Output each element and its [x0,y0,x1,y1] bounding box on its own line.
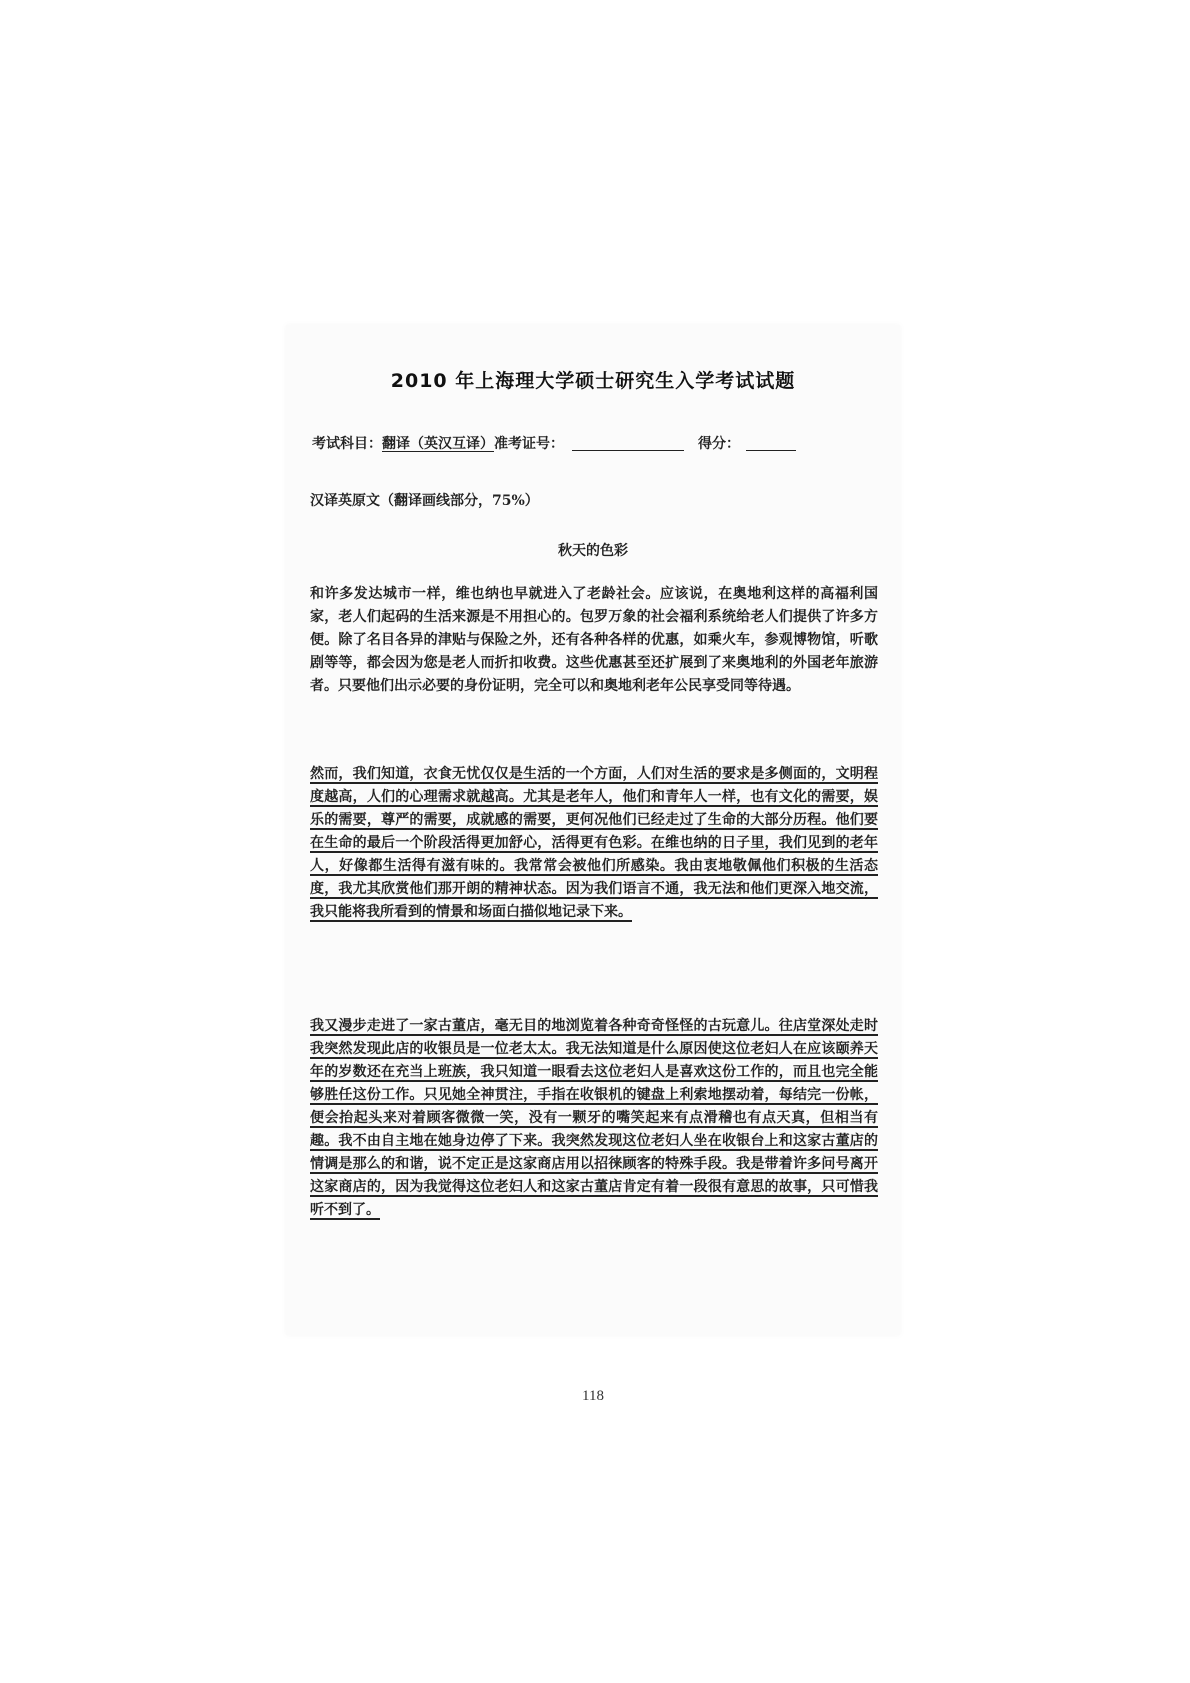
score-label: 得分： [698,436,740,452]
page-number: 118 [582,1388,604,1404]
subject-label: 考试科目： [312,436,382,452]
exam-id-label: 准考证号： [494,436,564,452]
page-title: 2010 年上海理大学硕士研究生入学考试试题 [390,370,796,392]
paragraph-3-underlined: 我又漫步走进了一家古董店，毫无目的地浏览着各种奇奇怪怪的古玩意儿。往店堂深处走时我突然发现此店的收银员是一位老太太。我无法知道是什么原因使这位老妇人在应该颐养天年的岁数还在充当上班族，我只知道一眼看去这位老妇人是喜欢这份工作的，而且也完全能够胜任这份工作。只见她全神贯注，手指在收银机的键盘上利索地摆动着，每结完一份帐，便会抬起头来对着顾客微微一笑，没有一颗牙的嘴笑起来有点滑稽也有点天真，但相当有趣。我不由自主地在她身边停了下来。我突然发现这位老妇人坐在收银台上和这家古董店的情调是那么的和谐，说不定正是这家商店用以招徕顾客的特殊手段。我是带着许多问号离开这家商店的，因为我觉得这位老妇人和这家古董店肯定有着一段很有意思的故事，只可惜我听不到了。 [310,1018,878,1218]
score-blank [746,436,796,451]
paragraph-1: 和许多发达城市一样，维也纳也早就进入了老龄社会。应该说，在奥地利这样的高福利国家，老人们起码的生活来源是不用担心的。包罗万象的社会福利系统给老人们提供了许多方便。除了名目各异的津贴与保险之外，还有各种各样的优惠，如乘火车，参观博物馆，听歌剧等等，都会因为您是老人而折扣收费。这些优惠甚至还扩展到了来奥地利的外国老年旅游者。只要他们出示必要的身份证明，完全可以和奥地利老年公民享受同等待遇。 [310,586,878,694]
subject-value: 翻译（英汉互译） [382,436,494,452]
paragraph-2-underlined: 然而，我们知道，衣食无忧仅仅是生活的一个方面，人们对生活的要求是多侧面的，文明程度越高，人们的心理需求就越高。尤其是老年人，他们和青年人一样，也有文化的需要，娱乐的需要，尊严的需要，成就感的需要，更何况他们已经走过了生命的大部分历程。他们要在生命的最后一个阶段活得更加舒心，活得更有色彩。在维也纳的日子里，我们见到的老年人，好像都生活得有滋有味的。我常常会被他们所感染。我由衷地敬佩他们积极的生活态度，我尤其欣赏他们那开朗的精神状态。因为我们语言不通，我无法和他们更深入地交流，我只能将我所看到的情景和场面白描似地记录下来。 [310,766,878,920]
passage-title: 秋天的色彩 [558,543,628,559]
exam-meta-line [312,433,872,453]
instruction-text: 汉译英原文（翻译画线部分，75%） [310,493,539,509]
exam-id-blank [572,436,684,451]
